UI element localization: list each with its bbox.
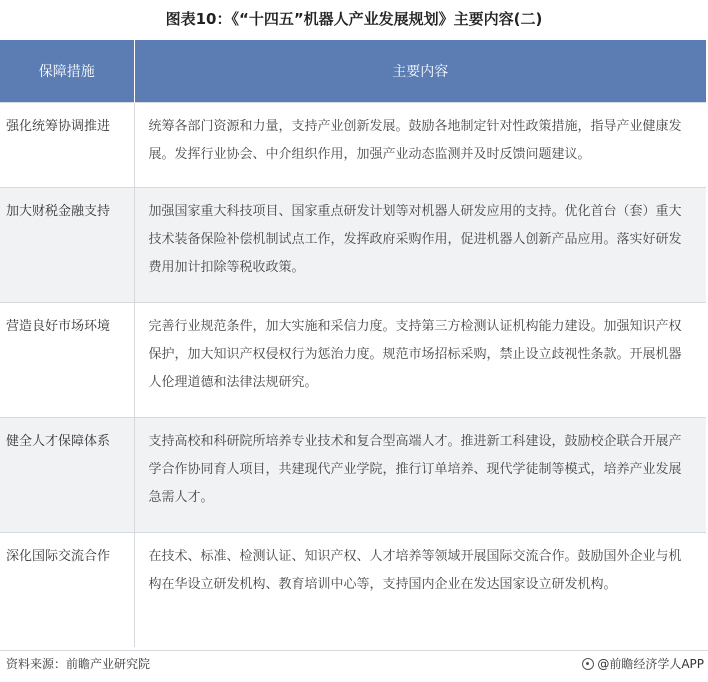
brand-label: @前瞻经济学人APP <box>597 657 704 671</box>
brand-logo-icon <box>582 658 594 670</box>
table-row <box>0 533 706 648</box>
measure-cell: 营造良好市场环境 <box>0 303 134 418</box>
header-measure: 保障措施 <box>0 40 134 103</box>
brand-credit <box>582 655 704 672</box>
measure-cell: 深化国际交流合作 <box>0 533 134 648</box>
measure-cell: 强化统筹协调推进 <box>0 103 134 188</box>
content-cell: 加强国家重大科技项目、国家重点研发计划等对机器人研发应用的支持。优化首台（套）重大技术装备保险补偿机制试点工作，发挥政府采购作用，促进机器人创新产品应用。落实好研发费用加计扣除等税收政策。 <box>134 188 706 303</box>
table-row <box>0 303 706 418</box>
figure-title: 图表10：《“十四五”机器人产业发展规划》主要内容(二) <box>165 10 543 28</box>
content-cell: 在技术、标准、检测认证、知识产权、人才培养等领域开展国际交流合作。鼓励国外企业与机构在华设立研发机构、教育培训中心等，支持国内企业在发达国家设立研发机构。 <box>134 533 706 648</box>
content-cell: 支持高校和科研院所培养专业技术和复合型高端人才。推进新工科建设，鼓励校企联合开展产学合作协同育人项目，共建现代产业学院，推行订单培养、现代学徒制等模式，培养产业发展急需人才。 <box>134 418 706 533</box>
table-row <box>0 418 706 533</box>
table-row <box>0 103 706 188</box>
measure-cell: 加大财税金融支持 <box>0 188 134 303</box>
measure-cell: 健全人才保障体系 <box>0 418 134 533</box>
source-note: 资料来源：前瞻产业研究院 <box>6 657 151 671</box>
content-cell: 统筹各部门资源和力量，支持产业创新发展。鼓励各地制定针对性政策措施，指导产业健康发展。发挥行业协会、中介组织作用，加强产业动态监测并及时反馈问题建议。 <box>134 103 706 188</box>
content-cell: 完善行业规范条件，加大实施和采信力度。支持第三方检测认证机构能力建设。加强知识产权保护，加大知识产权侵权行为惩治力度。规范市场招标采购，禁止设立歧视性条款。开展机器人伦理道德和法律法规研究。 <box>134 303 706 418</box>
footer <box>0 650 708 673</box>
policy-table <box>0 40 706 647</box>
table-header-row <box>0 40 706 103</box>
header-content: 主要内容 <box>134 40 706 103</box>
table-row <box>0 188 706 303</box>
